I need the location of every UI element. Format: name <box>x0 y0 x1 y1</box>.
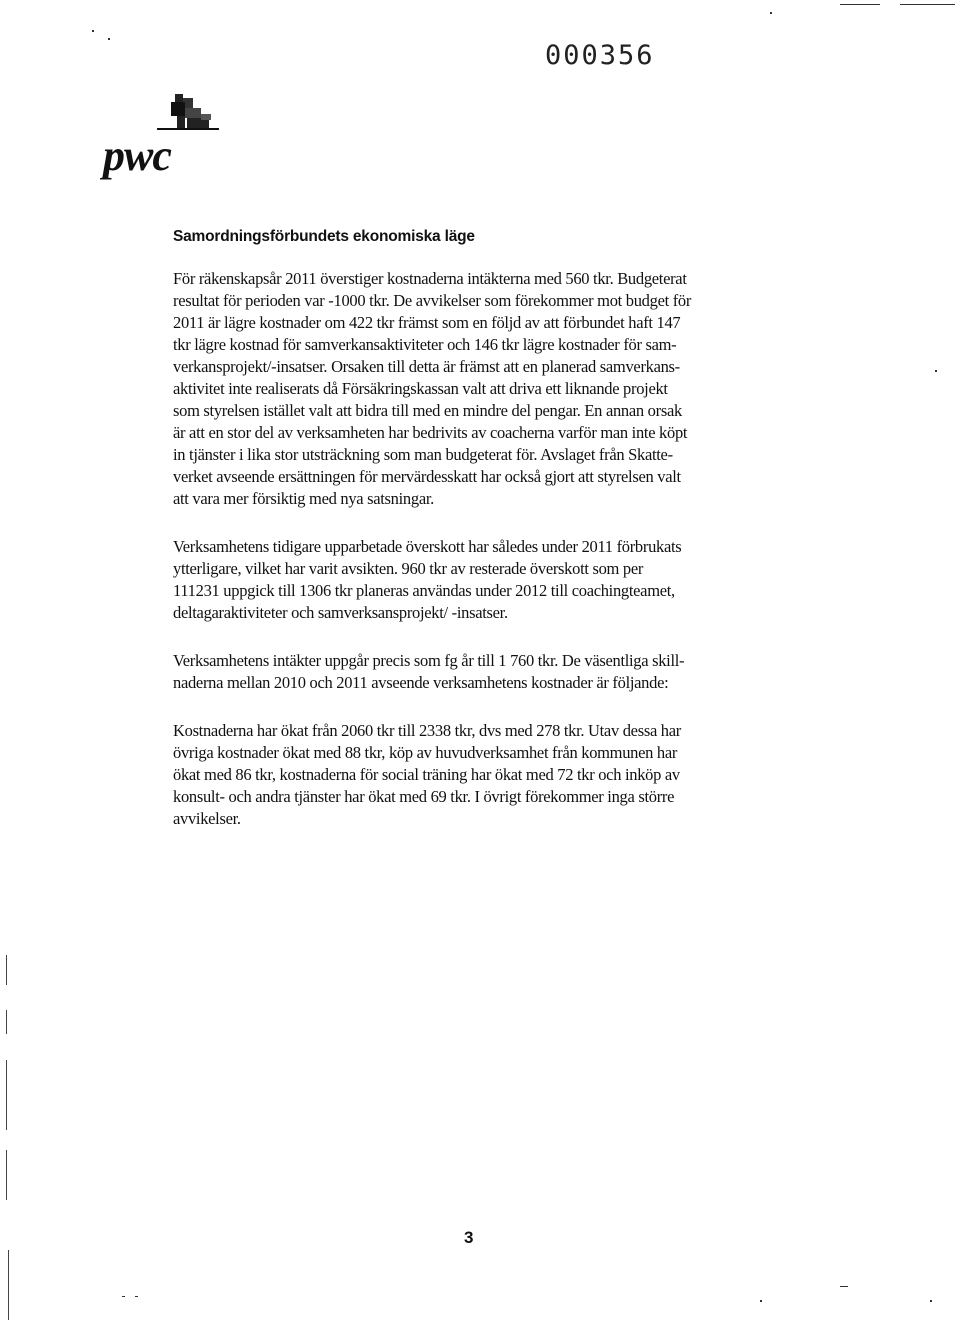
pwc-logo-mark-icon <box>157 92 219 132</box>
scan-speck <box>840 4 880 5</box>
paragraph-surplus <box>173 536 793 624</box>
text-line: Kostnaderna har ökat från 2060 tkr till 2338 tkr, dvs med 278 tkr. Utav dessa har <box>173 721 681 740</box>
paragraph-costs <box>173 720 793 830</box>
document-body <box>173 228 793 856</box>
text-line: är att en stor del av verksamheten har bedrivits av coacherna varför man inte köpt <box>173 423 688 442</box>
text-line: naderna mellan 2010 och 2011 avseende verksamhetens kostnader är följande: <box>173 673 669 692</box>
scan-edge-mark <box>6 1010 7 1034</box>
text-line: att vara mer försiktig med nya satsningar. <box>173 489 434 508</box>
scan-speck <box>135 1296 138 1297</box>
scan-speck <box>122 1296 125 1297</box>
text-line: ytterligare, vilket har varit avsikten. 960 tkr av resterade överskott som per <box>173 559 644 578</box>
text-line: deltagaraktiviteter och samverksansprojekt/ -insatser. <box>173 603 508 622</box>
text-line: 111231 uppgick till 1306 tkr planeras användas under 2012 till coachingteamet, <box>173 581 675 600</box>
scan-speck <box>900 4 955 5</box>
text-line: För räkenskapsår 2011 överstiger kostnaderna intäkterna med 560 tkr. Budgeterat <box>173 269 687 288</box>
scan-speck <box>92 30 94 32</box>
text-line: avvikelser. <box>173 809 241 828</box>
text-line: aktivitet inte realiserats då Försäkringskassan valt att driva ett liknande projekt <box>173 379 668 398</box>
pwc-logo-text: pwc <box>103 131 171 180</box>
scan-speck <box>930 1300 932 1302</box>
scan-edge-mark <box>8 1250 9 1320</box>
scan-speck <box>760 1300 762 1302</box>
scan-speck <box>108 38 110 40</box>
text-line: in tjänster i lika stor utsträckning som man budgeterat för. Avslaget från Skatte- <box>173 445 673 464</box>
text-line: tkr lägre kostnad för samverkansaktiviteter och 146 tkr lägre kostnader för sam- <box>173 335 677 354</box>
text-line: verket avseende ersättningen för mervärdesskatt har också gjort att styrelsen valt <box>173 467 681 486</box>
text-line: resultat för perioden var -1000 tkr. De avvikelser som förekommer mot budget för <box>173 291 692 310</box>
text-line: övriga kostnader ökat med 88 tkr, köp av huvudverksamhet från kommunen har <box>173 743 678 762</box>
page-number: 3 <box>464 1228 474 1247</box>
paragraph-budget-deviation <box>173 268 793 510</box>
scan-speck <box>770 12 772 14</box>
scan-speck <box>840 1286 848 1287</box>
scan-edge-mark <box>6 1150 7 1200</box>
text-line: Verksamhetens intäkter uppgår precis som fg år till 1 760 tkr. De väsentliga skill- <box>173 651 685 670</box>
paragraph-revenue <box>173 650 793 694</box>
text-line: konsult- och andra tjänster har ökat med 69 tkr. I övrigt förekommer inga större <box>173 787 675 806</box>
text-line: som styrelsen istället valt att bidra till med en mindre del pengar. En annan orsak <box>173 401 682 420</box>
text-line: verkansprojekt/-insatser. Orsaken till detta är främst att en planerad samverkans- <box>173 357 680 376</box>
scan-speck <box>935 370 937 372</box>
text-line: Verksamhetens tidigare upparbetade överskott har således under 2011 förbrukats <box>173 537 682 556</box>
document-number: 000356 <box>545 40 655 71</box>
scan-edge-mark <box>6 955 7 985</box>
text-line: 2011 är lägre kostnader om 422 tkr främst som en följd av att förbundet haft 147 <box>173 313 681 332</box>
scan-edge-mark <box>6 1060 7 1130</box>
section-heading: Samordningsförbundets ekonomiska läge <box>173 228 475 245</box>
pwc-logo <box>103 92 233 192</box>
text-line: ökat med 86 tkr, kostnaderna för social träning har ökat med 72 tkr och inköp av <box>173 765 680 784</box>
